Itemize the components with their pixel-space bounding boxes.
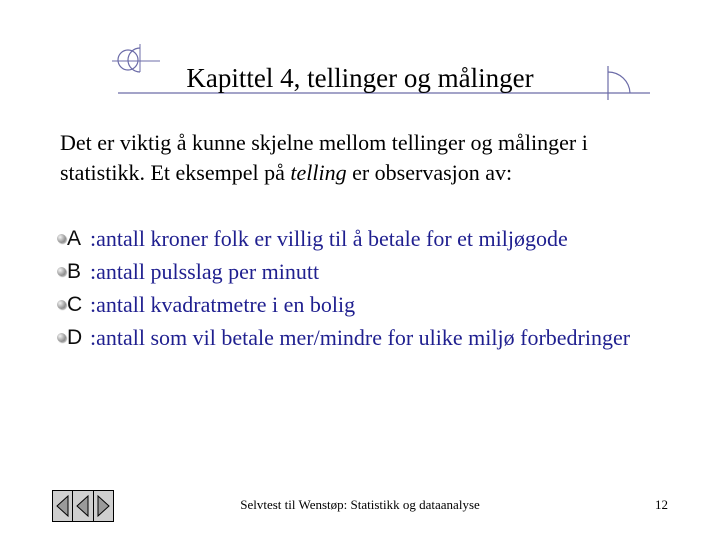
option-b [54, 255, 674, 288]
next-slide-icon [94, 494, 112, 518]
bullet-icon [57, 300, 66, 309]
bullet-icon [57, 333, 66, 342]
first-slide-button[interactable] [53, 491, 73, 521]
option-text: :antall kroner folk er villig til å betale for et miljøgode [90, 226, 568, 251]
option-text: :antall som vil betale mer/mindre for ulike miljø forbedringer [90, 325, 631, 350]
intro-emphasis: telling [290, 160, 347, 185]
answer-options-list [54, 222, 674, 354]
slide-title: Kapittel 4, tellinger og målinger [186, 63, 534, 93]
intro-text-end: er observasjon av: [346, 160, 513, 185]
previous-slide-button[interactable] [73, 491, 93, 521]
option-a [54, 222, 674, 255]
option-c [54, 288, 674, 321]
first-slide-icon [54, 494, 72, 518]
option-letter: B [67, 260, 82, 283]
footer-text: Selvtest til Wenstøp: Statistikk og dataanalyse [240, 497, 480, 512]
option-text: :antall pulsslag per minutt [90, 259, 320, 284]
previous-slide-icon [74, 494, 92, 518]
next-slide-button[interactable] [94, 491, 113, 521]
option-letter: C [67, 293, 83, 316]
intro-paragraph [60, 128, 670, 188]
page-number: 12 [655, 497, 668, 512]
intro-text-start: Det er viktig å kunne skjelne mellom tellinger og målinger i statistikk. Et eksempel på [60, 130, 588, 185]
option-letter: D [67, 326, 83, 349]
option-text: :antall kvadratmetre i en bolig [90, 292, 356, 317]
slide-navigation [52, 490, 114, 522]
bullet-icon [57, 234, 66, 243]
option-d [54, 321, 674, 354]
option-letter: A [67, 227, 82, 250]
bullet-icon [57, 267, 66, 276]
